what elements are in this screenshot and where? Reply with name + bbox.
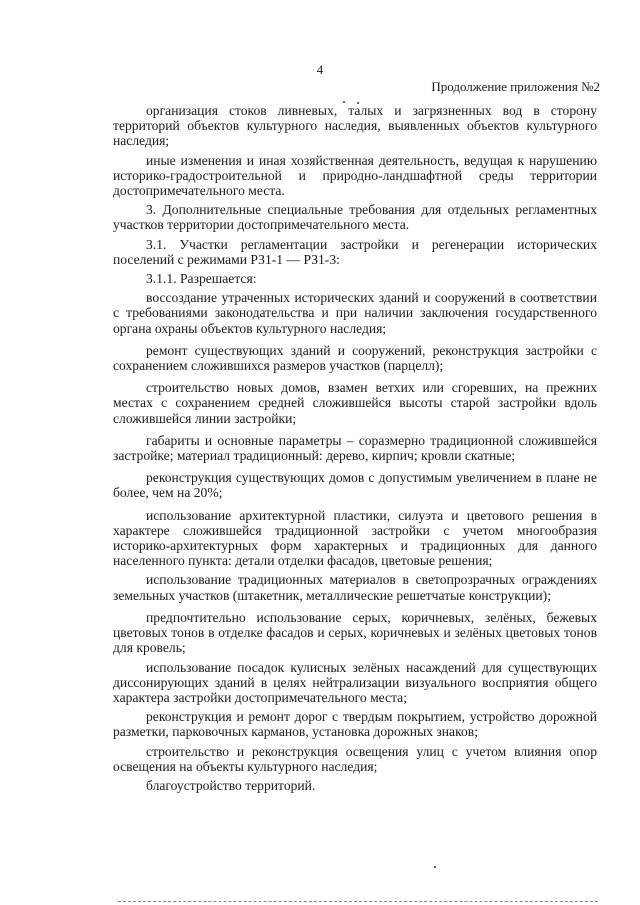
- paragraph: иные изменения и иная хозяйственная деятельность, ведущая к нарушению историко-градостроительной и природно-ландшафтной среды территории достопримечательного места.: [113, 152, 597, 199]
- paragraph: ремонт существующих зданий и сооружений, реконструкция застройки с сохранением сложившихся размеров участков (парцелл);: [113, 342, 597, 374]
- paragraph: организация стоков ливневых, талых и загрязненных вод в сторону территорий объектов культурного наследия, выявленных объектов культурного наследия;: [113, 103, 597, 149]
- scan-edge-artifact: [118, 901, 598, 902]
- paragraph: воссоздание утраченных исторических зданий и сооружений в соответствии с требованиями законодательства и при наличии заключения государственного органа охраны объектов культурного наследия;: [113, 290, 597, 336]
- paragraph: габариты и основные параметры – соразмерно традиционной сложившейся застройке; материал традиционный: дерево, кирпич; кровли скатные;: [113, 432, 597, 464]
- paragraph: благоустройство территорий.: [146, 777, 316, 793]
- paragraph: реконструкция существующих домов с допустимым увеличением в плане не более, чем на 20%;: [113, 470, 597, 501]
- paragraph: строительство и реконструкция освещения улиц с учетом влияния опор освещения на объекты культурного наследия;: [113, 743, 597, 774]
- paragraph: строительство новых домов, взамен ветхих или сгоревших, на прежних местах с сохранением средней сложившейся высоты старой застройки вдоль сложившейся линии застройки;: [113, 380, 597, 426]
- permitted-heading: 3.1.1. Разрешается:: [146, 271, 257, 287]
- scan-speck: [434, 866, 436, 868]
- paragraph: использование архитектурной пластики, силуэта и цветового решения в характере сложившейся традиционной застройки с учетом многообразия историко-архитектурных форм характерных и традиционных для данного населенного пункта: детали отделки фасадов, цветовые решения;: [113, 507, 597, 569]
- paragraph: использование традиционных материалов в светопрозрачных ограждениях земельных участков (штакетник, металлические решетчатые конструкции);: [113, 572, 597, 603]
- paragraph: реконструкция и ремонт дорог с твердым покрытием, устройство дорожной разметки, парковочных карманов, установка дорожных знаков;: [113, 709, 597, 740]
- paragraph: предпочтительно использование серых, коричневых, зелёных, бежевых цветовых тонов в отделке фасадов и серых, коричневых и зелёных цветовых тонов для кровель;: [113, 609, 597, 656]
- paragraph: использование посадок кулисных зелёных насаждений для существующих диссонирующих зданий в целях нейтрализации визуального восприятия общего характера застройки достопримечательного места;: [113, 659, 597, 705]
- section-heading: 3. Дополнительные специальные требования для отдельных регламентных участков территории достопримечательного места.: [113, 202, 597, 233]
- subsection-heading: 3.1. Участки регламентации застройки и регенерации исторических поселений с режимами РЗ1-1 — РЗ1-3:: [113, 236, 597, 267]
- continuation-note: Продолжение приложения №2: [431, 79, 600, 94]
- page-number: 4: [316, 62, 324, 77]
- document-body: [113, 103, 597, 797]
